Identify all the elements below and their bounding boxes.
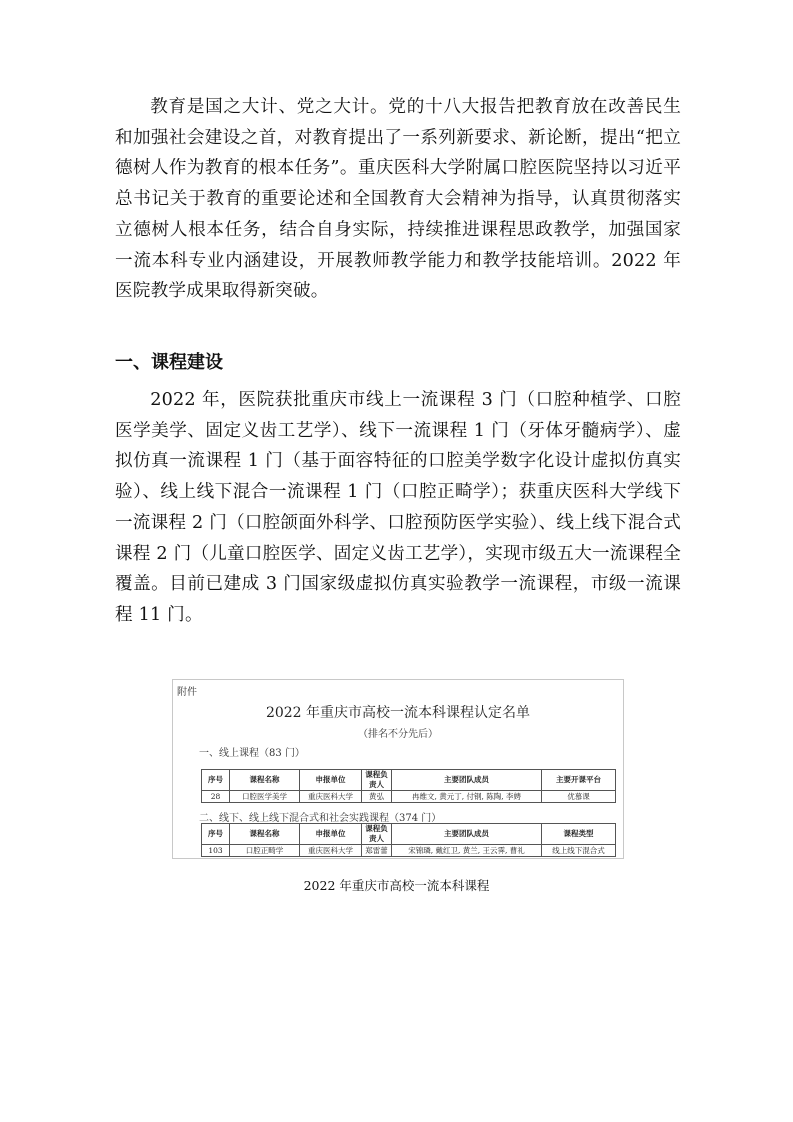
table-cell: 黄弘: [362, 791, 392, 803]
table-cell: 冉维文, 黄元丁, 付钢, 陈陶, 李娉: [392, 791, 542, 803]
column-header: 申报单位: [300, 824, 362, 845]
column-header: 主要团队成员: [392, 824, 542, 845]
figure-subtitle: （排名不分先后）: [358, 729, 438, 740]
table-row: [202, 845, 616, 857]
section-heading-course-construction: 一、课程建设: [115, 352, 223, 373]
table-cell: 线上线下混合式: [542, 845, 616, 857]
column-header: 申报单位: [300, 770, 362, 791]
figure-attachment-label: 附件: [177, 687, 197, 698]
figure-caption: 2022 年重庆市高校一流本科课程: [303, 878, 490, 893]
table-cell: 口腔医学美学: [230, 791, 300, 803]
figure-title: 2022 年重庆市高校一流本科课程认定名单: [265, 705, 531, 721]
column-header: 课程负责人: [362, 824, 392, 845]
table-cell: 优慕课: [542, 791, 616, 803]
figure-section-offline-mixed: 二、线下、线上线下混合式和社会实践课程（374 门）: [199, 813, 442, 824]
online-course-table: [201, 769, 616, 803]
table-header-row: [202, 770, 616, 791]
column-header: 序号: [202, 770, 230, 791]
column-header: 课程名称: [230, 824, 300, 845]
column-header: 主要开课平台: [542, 770, 616, 791]
table-cell: 宋锦璘, 戴红卫, 黄兰, 王云霁, 曹礼: [392, 845, 542, 857]
column-header: 主要团队成员: [392, 770, 542, 791]
body-paragraph-courses: 2022 年，医院获批重庆市线上一流课程 3 门（口腔种植学、口腔医学美学、固定义齿工艺学）、线下一流课程 1 门（牙体牙髓病学）、虚拟仿真一流课程 1 门（基于面容特征的口腔美学数字化设计虚拟仿真实验）、线上线下混合一流课程 1 门（口腔正畸学）；获重庆医科大学线下一流课程 2 门（口腔颌面外科学、口腔预防医学实验）、线上线下混合式课程 2 门（儿童口腔医学、固定义齿工艺学），实现市级五大一流课程全覆盖。目前已建成 3 门国家级虚拟仿真实验教学一流课程，市级一流课程 11 门。: [115, 390, 681, 625]
body-paragraph-intro: 教育是国之大计、党之大计。党的十八大报告把教育放在改善民生和加强社会建设之首，对教育提出了一系列新要求、新论断，提出“把立德树人作为教育的根本任务”。重庆医科大学附属口腔医院坚持以习近平总书记关于教育的重要论述和全国教育大会精神为指导，认真贯彻落实立德树人根本任务，结合自身实际，持续推进课程思政教学，加强国家一流本科专业内涵建设，开展教师教学能力和教学技能培训。2022 年医院教学成果取得新突破。: [115, 97, 681, 302]
figure-section-online: 一、线上课程（83 门）: [199, 748, 305, 759]
column-header: 课程类型: [542, 824, 616, 845]
column-header: 课程名称: [230, 770, 300, 791]
table-row: [202, 791, 616, 803]
column-header: 课程负责人: [362, 770, 392, 791]
table-cell: 重庆医科大学: [300, 845, 362, 857]
table-cell: 103: [202, 845, 230, 857]
table-cell: 口腔正畸学: [230, 845, 300, 857]
figure-course-list-image: [172, 679, 624, 859]
column-header: 序号: [202, 824, 230, 845]
table-cell: 郑雷蕾: [362, 845, 392, 857]
table-cell: 28: [202, 791, 230, 803]
mixed-course-table: [201, 823, 616, 857]
table-header-row: [202, 824, 616, 845]
table-cell: 重庆医科大学: [300, 791, 362, 803]
